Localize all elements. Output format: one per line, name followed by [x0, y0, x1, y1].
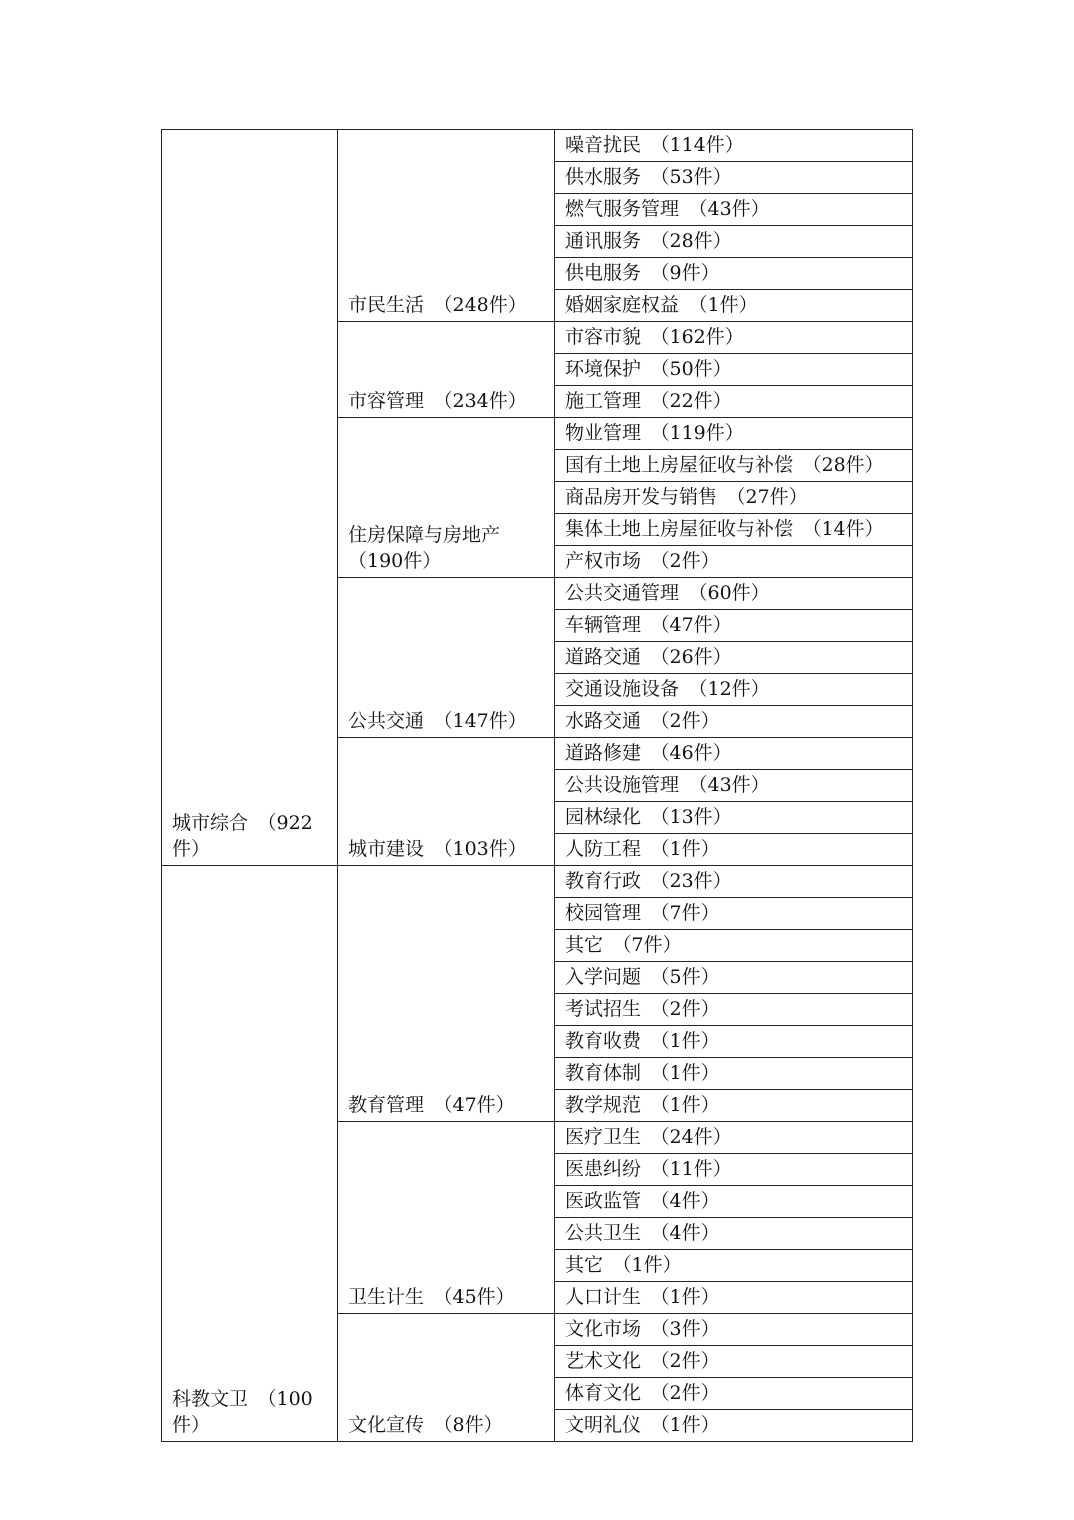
item-cell: 体育文化 （2件）	[555, 1378, 913, 1410]
item-cell: 教育行政 （23件）	[555, 866, 913, 898]
item-cell: 集体土地上房屋征收与补偿 （14件）	[555, 514, 913, 546]
table-row	[162, 130, 913, 162]
item-cell: 教育收费 （1件）	[555, 1026, 913, 1058]
item-cell: 车辆管理 （47件）	[555, 610, 913, 642]
item-cell: 教学规范 （1件）	[555, 1090, 913, 1122]
item-cell: 医政监管 （4件）	[555, 1186, 913, 1218]
item-cell: 人防工程 （1件）	[555, 834, 913, 866]
subcategory-cell: 市民生活 （248件）	[338, 130, 555, 322]
item-cell: 噪音扰民 （114件）	[555, 130, 913, 162]
item-cell: 公共交通管理 （60件）	[555, 578, 913, 610]
item-cell: 商品房开发与销售 （27件）	[555, 482, 913, 514]
item-cell: 道路交通 （26件）	[555, 642, 913, 674]
item-cell: 物业管理 （119件）	[555, 418, 913, 450]
item-cell: 公共设施管理 （43件）	[555, 770, 913, 802]
item-cell: 供电服务 （9件）	[555, 258, 913, 290]
item-cell: 市容市貌 （162件）	[555, 322, 913, 354]
item-cell: 施工管理 （22件）	[555, 386, 913, 418]
subcategory-cell: 教育管理 （47件）	[338, 866, 555, 1122]
item-cell: 艺术文化 （2件）	[555, 1346, 913, 1378]
item-cell: 园林绿化 （13件）	[555, 802, 913, 834]
item-cell: 水路交通 （2件）	[555, 706, 913, 738]
item-cell: 医患纠纷 （11件）	[555, 1154, 913, 1186]
category-cell: 城市综合 （922件）	[162, 130, 338, 866]
subcategory-cell: 住房保障与房地产（190件）	[338, 418, 555, 578]
item-cell: 文化市场 （3件）	[555, 1314, 913, 1346]
item-cell: 人口计生 （1件）	[555, 1282, 913, 1314]
category-cell: 科教文卫 （100件）	[162, 866, 338, 1442]
item-cell: 燃气服务管理 （43件）	[555, 194, 913, 226]
subcategory-cell: 公共交通 （147件）	[338, 578, 555, 738]
subcategory-cell: 市容管理 （234件）	[338, 322, 555, 418]
item-cell: 产权市场 （2件）	[555, 546, 913, 578]
item-cell: 婚姻家庭权益 （1件）	[555, 290, 913, 322]
item-cell: 交通设施设备 （12件）	[555, 674, 913, 706]
item-cell: 其它 （1件）	[555, 1250, 913, 1282]
subcategory-cell: 城市建设 （103件）	[338, 738, 555, 866]
item-cell: 校园管理 （7件）	[555, 898, 913, 930]
item-cell: 医疗卫生 （24件）	[555, 1122, 913, 1154]
item-cell: 文明礼仪 （1件）	[555, 1410, 913, 1442]
item-cell: 国有土地上房屋征收与补偿 （28件）	[555, 450, 913, 482]
category-table	[161, 129, 913, 1442]
item-cell: 教育体制 （1件）	[555, 1058, 913, 1090]
subcategory-cell: 卫生计生 （45件）	[338, 1122, 555, 1314]
item-cell: 公共卫生 （4件）	[555, 1218, 913, 1250]
item-cell: 环境保护 （50件）	[555, 354, 913, 386]
item-cell: 通讯服务 （28件）	[555, 226, 913, 258]
table-row	[162, 866, 913, 898]
item-cell: 供水服务 （53件）	[555, 162, 913, 194]
subcategory-cell: 文化宣传 （8件）	[338, 1314, 555, 1442]
item-cell: 道路修建 （46件）	[555, 738, 913, 770]
item-cell: 入学问题 （5件）	[555, 962, 913, 994]
item-cell: 其它 （7件）	[555, 930, 913, 962]
item-cell: 考试招生 （2件）	[555, 994, 913, 1026]
